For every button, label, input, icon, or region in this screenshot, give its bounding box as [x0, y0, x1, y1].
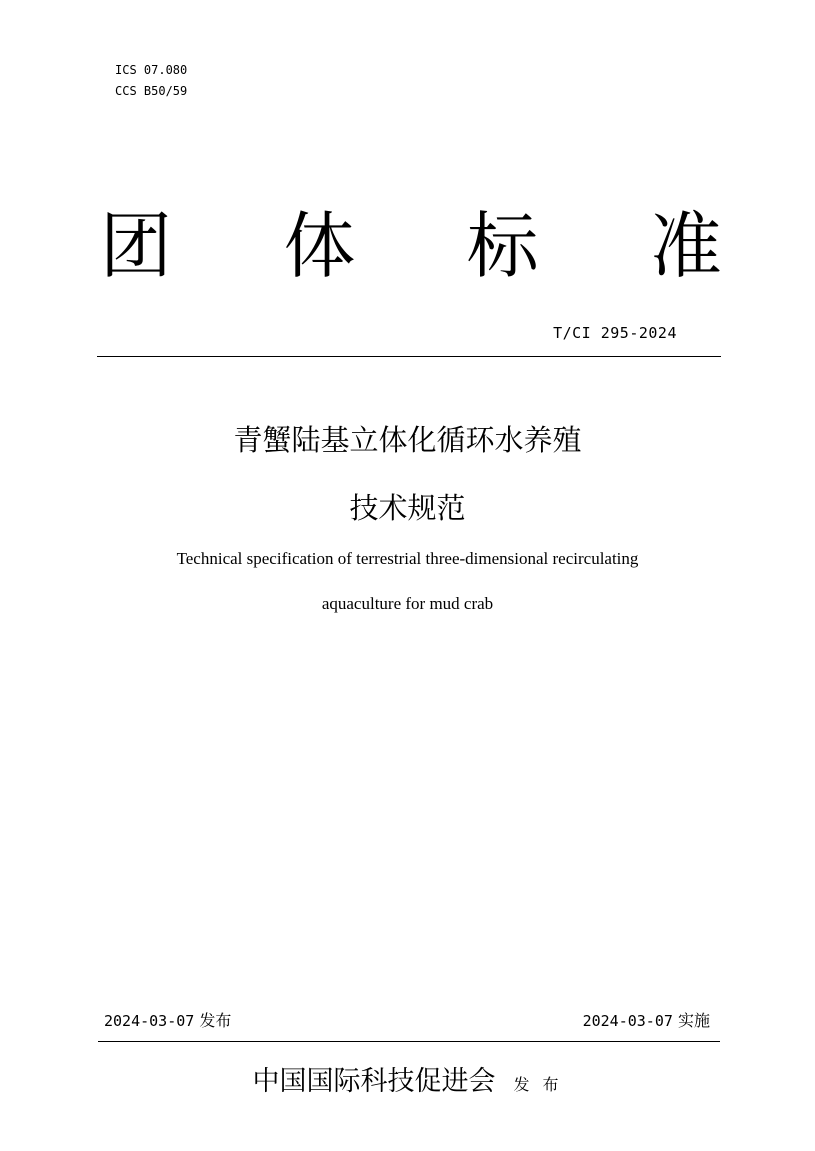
issuer-label: 发 布: [513, 1075, 563, 1094]
standard-number: T/CI 295-2024: [553, 324, 677, 342]
header-divider: [97, 356, 721, 357]
english-title-line-1: Technical specification of terrestrial three-dimensional recirculating: [176, 549, 639, 568]
classification-block: [115, 60, 187, 102]
implement-date-block: [583, 1008, 710, 1031]
publish-label: 发布: [199, 1011, 232, 1030]
standard-type-char: 准: [649, 204, 722, 288]
ccs-code: CCS B50/59: [115, 84, 188, 98]
standard-type-title: [100, 196, 722, 296]
implement-date: 2024-03-07: [582, 1012, 673, 1030]
english-title-line-2: aquaculture for mud crab: [321, 594, 494, 613]
footer-divider: [98, 1041, 720, 1042]
chinese-title-line-1: 青蟹陆基立体化循环水养殖: [233, 423, 582, 457]
publish-date-block: [104, 1008, 231, 1031]
standard-type-char: 体: [283, 204, 356, 288]
chinese-title-line-2: 技术规范: [349, 491, 466, 525]
implement-label: 实施: [677, 1011, 710, 1030]
publish-date: 2024-03-07: [104, 1012, 195, 1030]
issuer-line: [0, 1062, 815, 1105]
issuer-name: 中国国际科技促进会: [252, 1066, 496, 1097]
standard-type-char: 团: [100, 204, 173, 288]
standard-type-char: 标: [466, 204, 539, 288]
ics-code: ICS 07.080: [115, 63, 188, 77]
